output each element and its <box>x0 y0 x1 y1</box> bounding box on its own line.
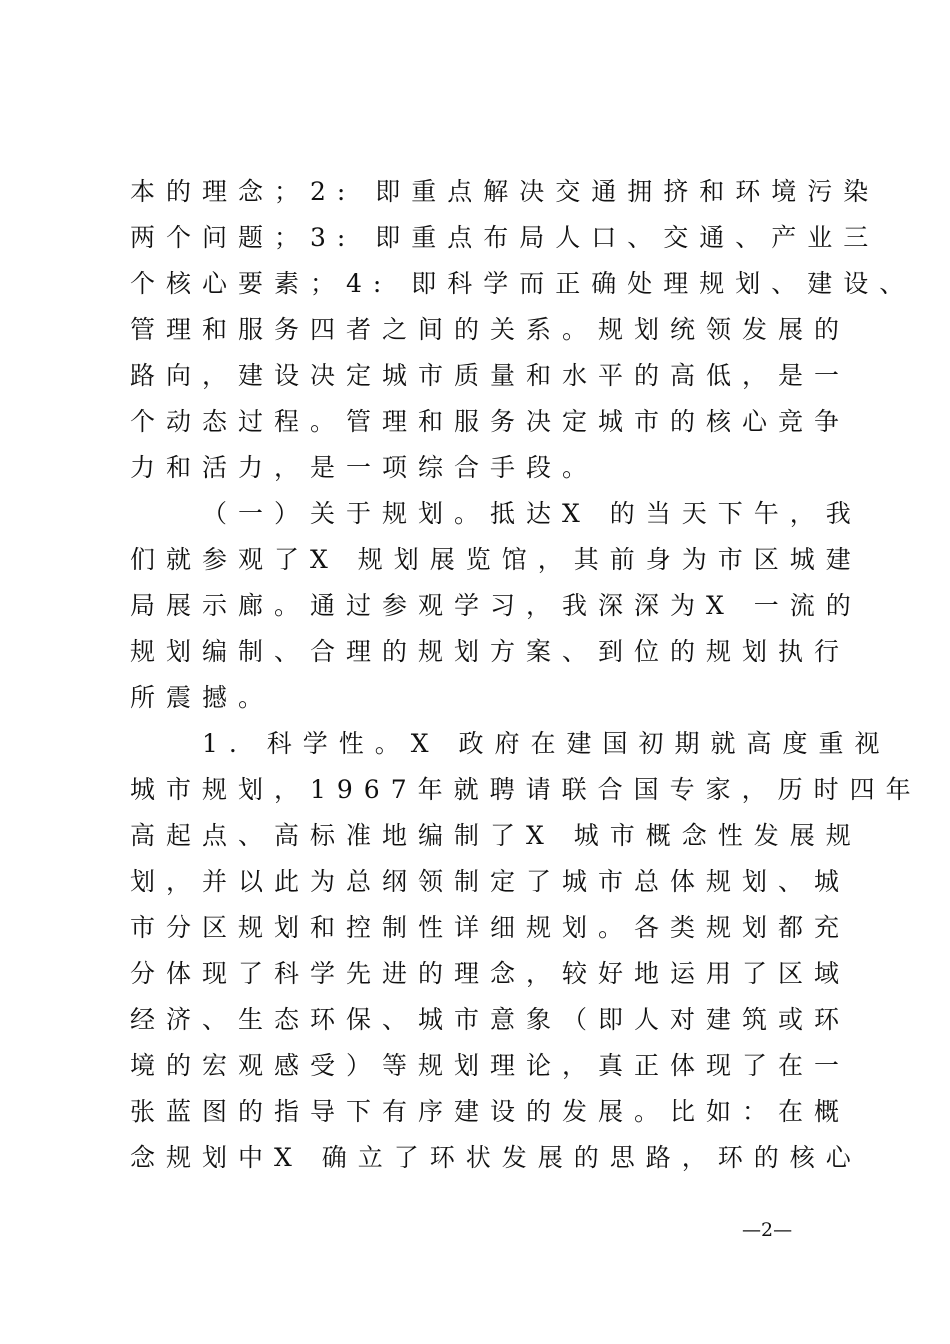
text-line-9: 们就参观了X 规划展览馆，其前身为市区城建 <box>130 545 862 574</box>
text-line-3: 个核心要素；4: 即科学而正确处理规划、建设、 <box>130 269 916 298</box>
text-line-21: 张蓝图的指导下有序建设的发展。比如：在概 <box>130 1097 851 1126</box>
text-line-4: 管理和服务四者之间的关系。规划统领发展的 <box>130 315 851 344</box>
section-heading-planning: （一）关于规划。抵达X 的当天下午，我 <box>202 499 862 528</box>
text-line-18: 分体现了科学先进的理念，较好地运用了区域 <box>130 959 851 988</box>
page-number: —2— <box>742 1219 793 1241</box>
text-line-10: 局展示廊。通过参观学习，我深深为X 一流的 <box>130 591 862 620</box>
subsection-scientific: 1. 科学性。X 政府在建国初期就高度重视 <box>202 729 891 758</box>
text-line-1: 本的理念；2: 即重点解决交通拥挤和环境污染 <box>130 177 880 206</box>
text-line-14: 城市规划，1967年就聘请联合国专家，历时四年 <box>130 775 922 804</box>
text-line-20: 境的宏观感受）等规划理论，真正体现了在一 <box>130 1051 851 1080</box>
text-line-5: 路向，建设决定城市质量和水平的高低，是一 <box>130 361 851 390</box>
text-line-22: 念规划中X 确立了环状发展的思路，环的核心 <box>130 1143 862 1172</box>
text-line-2: 两个问题；3: 即重点布局人口、交通、产业三 <box>130 223 880 252</box>
text-line-7: 力和活力，是一项综合手段。 <box>130 453 599 482</box>
text-line-15: 高起点、高标准地编制了X 城市概念性发展规 <box>130 821 862 850</box>
text-line-17: 市分区规划和控制性详细规划。各类规划都充 <box>130 913 851 942</box>
text-line-16: 划，并以此为总纲领制定了城市总体规划、城 <box>130 867 851 896</box>
text-line-19: 经济、生态环保、城市意象（即人对建筑或环 <box>130 1005 851 1034</box>
text-line-11: 规划编制、合理的规划方案、到位的规划执行 <box>130 637 851 666</box>
text-line-6: 个动态过程。管理和服务决定城市的核心竞争 <box>130 407 851 436</box>
text-line-12: 所震撼。 <box>130 683 275 712</box>
